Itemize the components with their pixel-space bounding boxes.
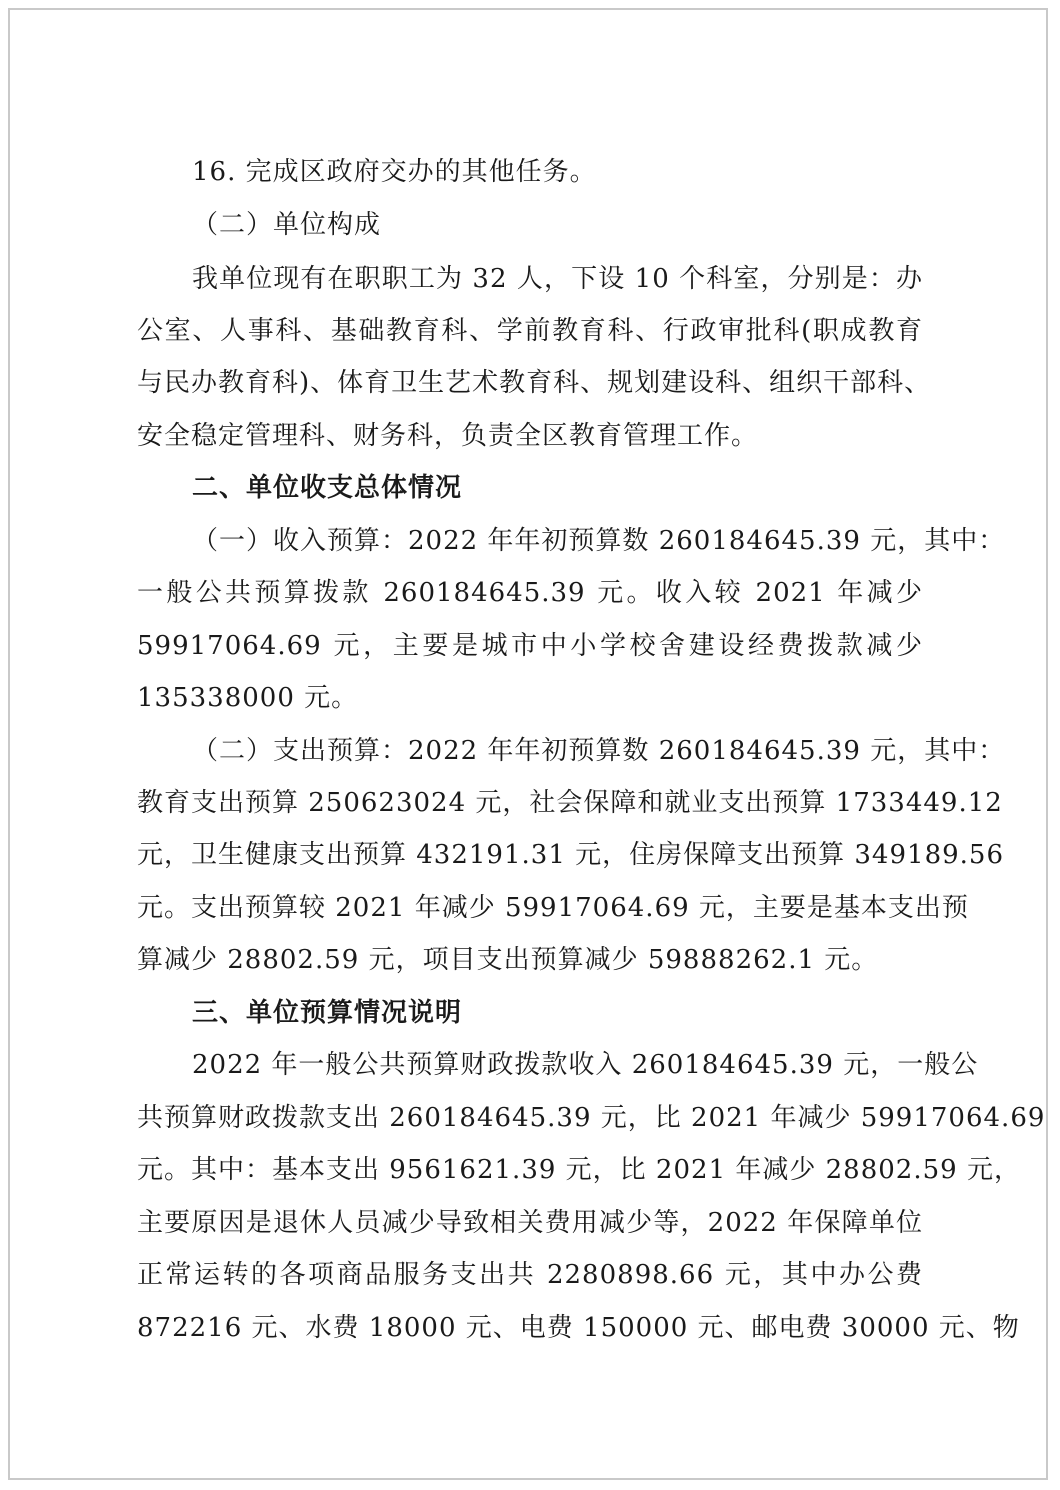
text-line: （一）收入预算：2022 年年初预算数 260184645.39 元，其中： [192,526,1006,556]
text-line: 16. 完成区政府交办的其他任务。 [192,157,597,187]
text-line: 公室、人事科、基础教育科、学前教育科、行政审批科(职成教育 [137,316,923,346]
text-line: 正常运转的各项商品服务支出共 2280898.66 元，其中办公费 [137,1260,923,1290]
text-line: 元。其中：基本支出 9561621.39 元，比 2021 年减少 28802.59 元， [137,1155,1021,1185]
text-line: 安全稳定管理科、财务科，负责全区教育管理工作。 [137,421,759,451]
text-line: 一般公共预算拨款 260184645.39 元。收入较 2021 年减少 [137,578,923,608]
text-line: （二）支出预算：2022 年年初预算数 260184645.39 元，其中： [192,736,1006,766]
text-line: 我单位现有在职职工为 32 人，下设 10 个科室，分别是：办 [192,264,923,294]
text-line: 元，卫生健康支出预算 432191.31 元，住房保障支出预算 349189.56 [137,840,1004,870]
text-line: 135338000 元。 [137,683,359,713]
section-heading: 二、单位收支总体情况 [192,473,463,503]
text-line: 与民办教育科)、体育卫生艺术教育科、规划建设科、组织干部科、 [137,368,932,398]
section-subheading: （二）单位构成 [192,210,382,240]
text-line: 元。支出预算较 2021 年减少 59917064.69 元，主要是基本支出预 [137,893,969,923]
text-line: 2022 年一般公共预算财政拨款收入 260184645.39 元，一般公 [192,1050,979,1080]
section-heading: 三、单位预算情况说明 [192,998,463,1028]
text-line: 算减少 28802.59 元，项目支出预算减少 59888262.1 元。 [137,945,879,975]
text-line: 教育支出预算 250623024 元，社会保障和就业支出预算 1733449.12 [137,788,1003,818]
text-line: 共预算财政拨款支出 260184645.39 元，比 2021 年减少 59917064.69 [137,1103,1046,1133]
text-line: 872216 元、水费 18000 元、电费 150000 元、邮电费 30000 元、物 [137,1313,1020,1343]
text-line: 59917064.69 元，主要是城市中小学校舍建设经费拨款减少 [137,631,923,661]
text-line: 主要原因是退休人员减少导致相关费用减少等，2022 年保障单位 [137,1208,923,1238]
